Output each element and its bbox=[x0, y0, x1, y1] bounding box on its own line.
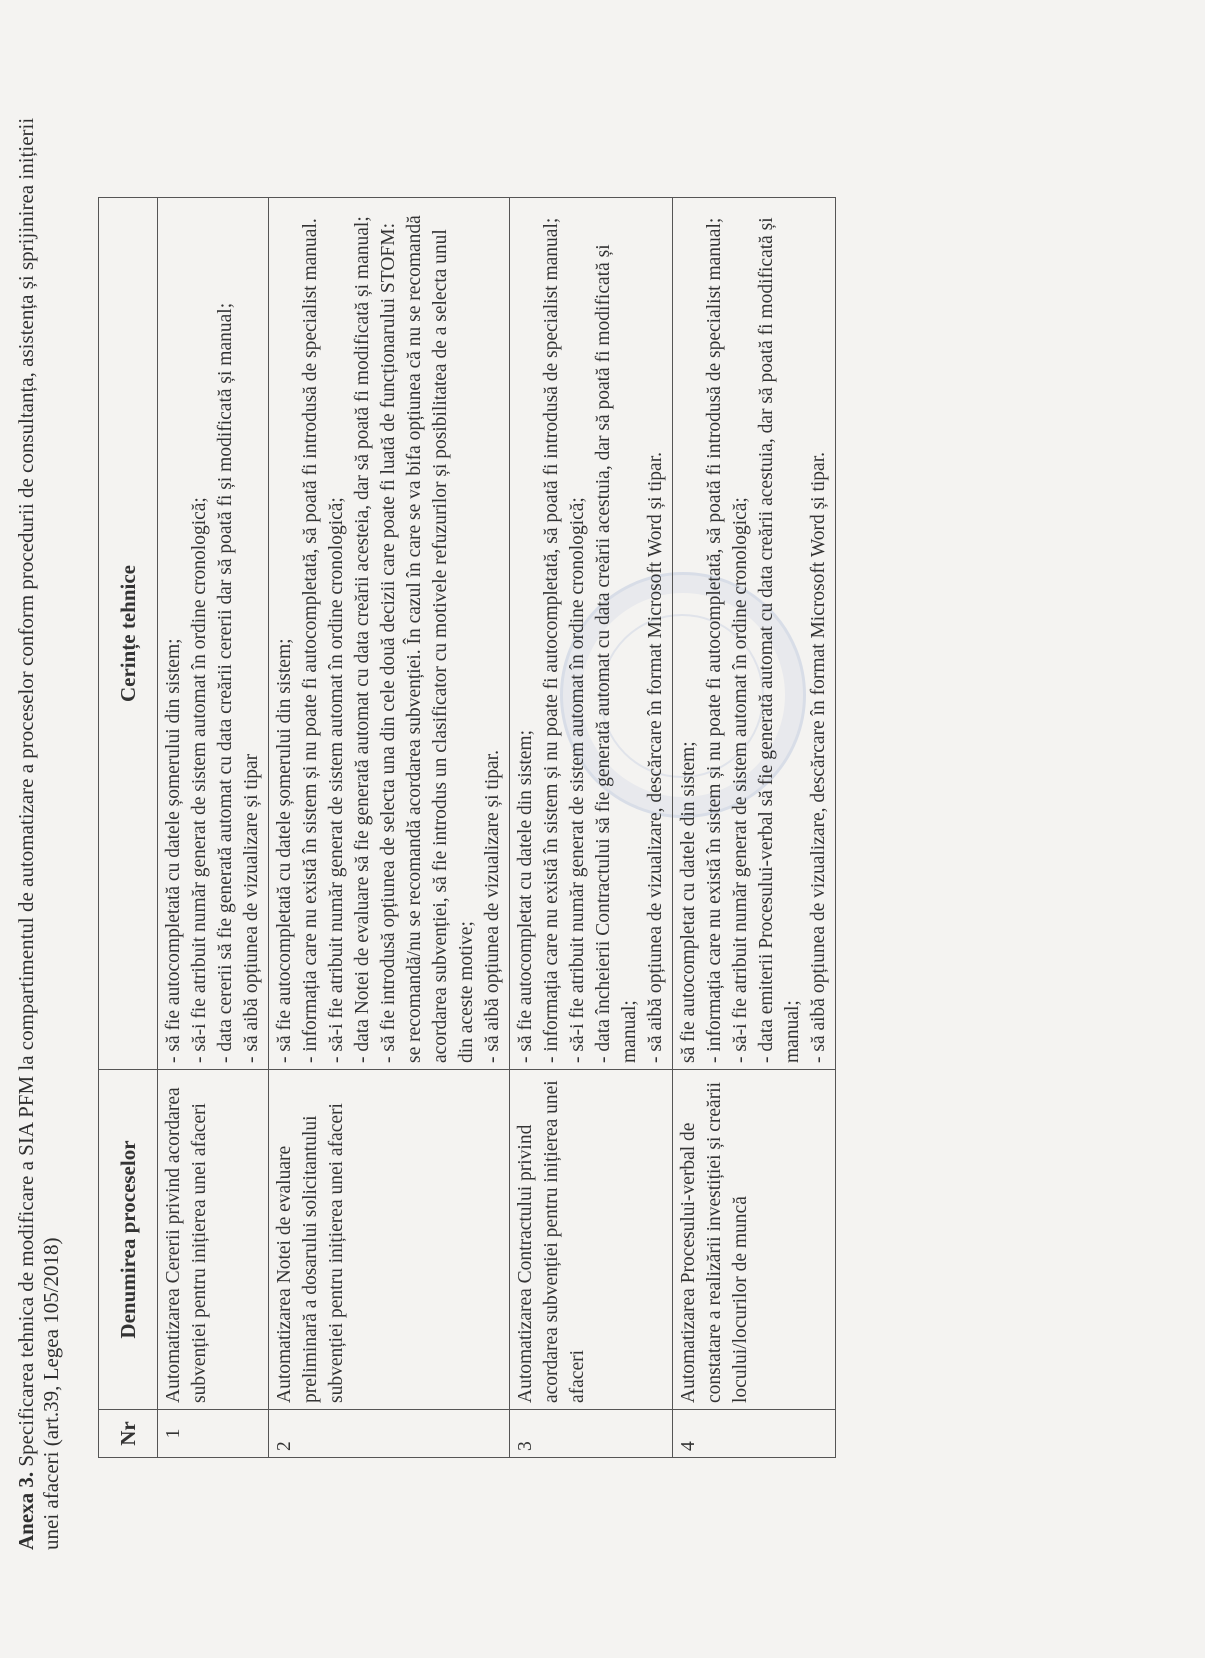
requirement-item: - informația care nu există în sistem și nu poate fi autocompletată, să poată fi introdusă de specialist manual; bbox=[541, 217, 562, 1063]
header-technical-requirements: Cerințe tehnice bbox=[99, 198, 158, 1070]
requirement-item: - să fie autocompletat cu datele din sistem; bbox=[515, 729, 536, 1063]
requirement-item: - să-i fie atribuit număr generat de sistem automat în ordine cronologică; bbox=[567, 497, 588, 1063]
requirements-cell bbox=[673, 198, 836, 1070]
requirement-item: - să fie autocompletată cu datele șomerului din sistem; bbox=[163, 638, 184, 1063]
process-name: Automatizarea Procesului-verbal de constatare a realizării investiției și creării locului/locurilor de muncă bbox=[673, 1070, 836, 1410]
requirement-item: - data Notei de evaluare să fie generată automat cu data creării acesteia, dar să poată fi modificată și manual; bbox=[352, 216, 373, 1063]
requirement-item: - să aibă opțiunea de vizualizare și tipar. bbox=[482, 750, 503, 1063]
requirement-item: să fie autocompletat cu datele din sistem; bbox=[678, 741, 699, 1063]
table-header-row bbox=[99, 198, 158, 1458]
process-name: Automatizarea Contractului privind acordarea subvenției pentru inițierea unei afaceri bbox=[510, 1070, 673, 1410]
requirement-item: - să aibă opțiunea de vizualizare și tipar bbox=[241, 753, 262, 1063]
process-name: Automatizarea Cererii privind acordarea subvenției pentru inițierea unei afaceri bbox=[158, 1070, 269, 1410]
requirement-item: - să fie autocompletată cu datele șomerului din sistem; bbox=[274, 638, 295, 1063]
requirement-item: - data încheierii Contractului să fie generată automat cu data creării acestuia, dar să poată fi modificată și manual; bbox=[593, 244, 640, 1063]
requirement-item: - data cererii să fie generată automat cu data creării cererii dar să poată fi și modificată și manual; bbox=[215, 302, 236, 1063]
requirement-item: - informația care nu există în sistem și nu poate fi autocompletată, să poată fi introdusă de specialist manual; bbox=[704, 217, 725, 1063]
process-name: Automatizarea Notei de evaluare preliminară a dosarului solicitantului subvenției pentru inițierea unei afaceri bbox=[269, 1070, 510, 1410]
requirement-item: - să fie introdusă opțiunea de selecta una din cele două decizii care poate fi luată de funcționarului STOFM: se recomandă/nu se recomandă acordarea subvenției. În cazul în care se va bifa opțiunea că nu se recomandă acordarea subvenției, să fie introdus un clasificator cu motivele refuzurilor și posibilitatea de a selecta unul din aceste motive; bbox=[378, 215, 477, 1063]
requirements-cell bbox=[158, 198, 269, 1070]
requirement-item: - să-i fie atribuit număr generat de sistem automat în ordine cronologică; bbox=[189, 497, 210, 1063]
table-row bbox=[510, 198, 673, 1458]
header-process-name: Denumirea proceselor bbox=[99, 1070, 158, 1410]
requirement-item: - să-i fie atribuit număr generat de sistem automat în ordine cronologică; bbox=[730, 497, 751, 1063]
annex-title: Specificarea tehnica de modificare a SIA PFM la compartimentul de automatizare a proceselor conform procedurii de consultanța, asistența și sprijinirea inițierii unei afaceri (art.39, Legea 105/2018) bbox=[14, 117, 63, 1550]
requirement-item: - informația care nu există în sistem și nu poate fi autocompletată, să poată fi introdusă de specialist manual. bbox=[300, 218, 321, 1063]
requirements-cell bbox=[269, 198, 510, 1070]
requirement-item: - să aibă opțiunea de vizualizare, descărcare în format Microsoft Word și tipar. bbox=[808, 452, 829, 1063]
row-number: 1 bbox=[158, 1410, 269, 1458]
annex-heading bbox=[14, 100, 64, 1550]
requirement-item: - să aibă opțiunea de vizualizare, descărcare în format Microsoft Word și tipar. bbox=[645, 452, 666, 1063]
requirement-item: - să-i fie atribuit număr generat de sistem automat în ordine cronologică; bbox=[326, 497, 347, 1063]
header-nr: Nr bbox=[99, 1410, 158, 1458]
row-number: 4 bbox=[673, 1410, 836, 1458]
requirements-cell bbox=[510, 198, 673, 1070]
row-number: 2 bbox=[269, 1410, 510, 1458]
table-row bbox=[158, 198, 269, 1458]
annex-label: Anexa 3. bbox=[14, 1471, 38, 1550]
requirement-item: - data emiterii Procesului-verbal să fie generată automat cu data creării acestuia, dar să poată fi modificată și manual; bbox=[756, 217, 803, 1063]
table-row bbox=[269, 198, 510, 1458]
process-table bbox=[98, 197, 836, 1458]
table-row bbox=[673, 198, 836, 1458]
row-number: 3 bbox=[510, 1410, 673, 1458]
